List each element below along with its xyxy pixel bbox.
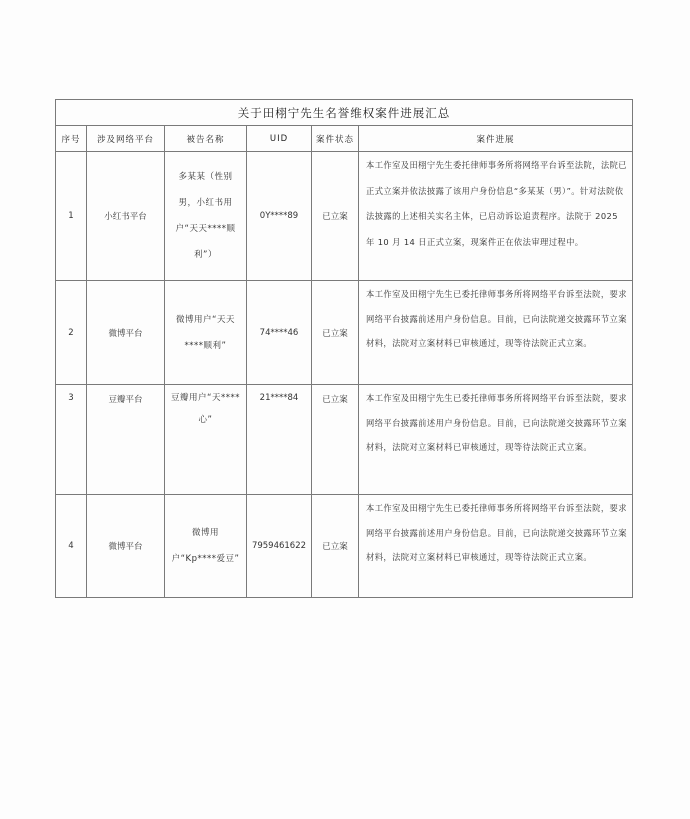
- header-platform: 涉及网络平台: [87, 126, 165, 152]
- cell-status: 已立案: [312, 495, 359, 598]
- header-row: [56, 126, 633, 152]
- cell-status: 已立案: [312, 385, 359, 495]
- cell-progress: 本工作室及田栩宁先生已委托律师事务所将网络平台诉至法院，要求网络平台披露前述用户身份信息。目前，已向法院递交披露环节立案材料，法院对立案材料已审核通过，现等待法院正式立案。: [359, 385, 633, 495]
- table-row: [56, 281, 633, 385]
- cell-index: 4: [56, 495, 87, 598]
- cell-progress: 本工作室及田栩宁先生已委托律师事务所将网络平台诉至法院，要求网络平台披露前述用户身份信息。目前，已向法院递交披露环节立案材料，法院对立案材料已审核通过，现等待法院正式立案。: [359, 495, 633, 598]
- table-row: [56, 495, 633, 598]
- cell-platform: 豆瓣平台: [87, 385, 165, 495]
- cell-uid: 0Y****89: [247, 152, 312, 281]
- cell-defendant: 微博用户“Kp****爱豆”: [165, 495, 247, 598]
- table-row: [56, 385, 633, 495]
- cell-platform: 微博平台: [87, 495, 165, 598]
- cell-platform: 小红书平台: [87, 152, 165, 281]
- header-index: 序号: [56, 126, 87, 152]
- cell-status: 已立案: [312, 152, 359, 281]
- table-title: 关于田栩宁先生名誉维权案件进展汇总: [56, 100, 633, 126]
- cell-platform: 微博平台: [87, 281, 165, 385]
- cell-progress: 本工作室及田栩宁先生委托律师事务所将网络平台诉至法院，法院已正式立案并依法披露了该用户身份信息“多某某（男）”。针对法院依法披露的上述相关实名主体，已启动诉讼追责程序。法院于 2025 年 10 月 14 日正式立案，现案件正在依法审理过程中。: [359, 152, 633, 281]
- cell-defendant: 多某某（性别男，小红书用户“天天****顺利”）: [165, 152, 247, 281]
- header-status: 案件状态: [312, 126, 359, 152]
- cell-defendant: 微博用户“天天****顺利”: [165, 281, 247, 385]
- cell-defendant: 豆瓣用户“天****心”: [165, 385, 247, 495]
- table-row: [56, 152, 633, 281]
- cell-progress: 本工作室及田栩宁先生已委托律师事务所将网络平台诉至法院，要求网络平台披露前述用户身份信息。目前，已向法院递交披露环节立案材料，法院对立案材料已审核通过，现等待法院正式立案。: [359, 281, 633, 385]
- cell-status: 已立案: [312, 281, 359, 385]
- case-progress-table: [55, 99, 633, 598]
- cell-uid: 21****84: [247, 385, 312, 495]
- cell-uid: 74****46: [247, 281, 312, 385]
- cell-index: 1: [56, 152, 87, 281]
- cell-index: 2: [56, 281, 87, 385]
- header-progress: 案件进展: [359, 126, 633, 152]
- title-row: [56, 100, 633, 126]
- header-defendant: 被告名称: [165, 126, 247, 152]
- cell-index: 3: [56, 385, 87, 495]
- cell-uid: 7959461622: [247, 495, 312, 598]
- header-uid: UID: [247, 126, 312, 152]
